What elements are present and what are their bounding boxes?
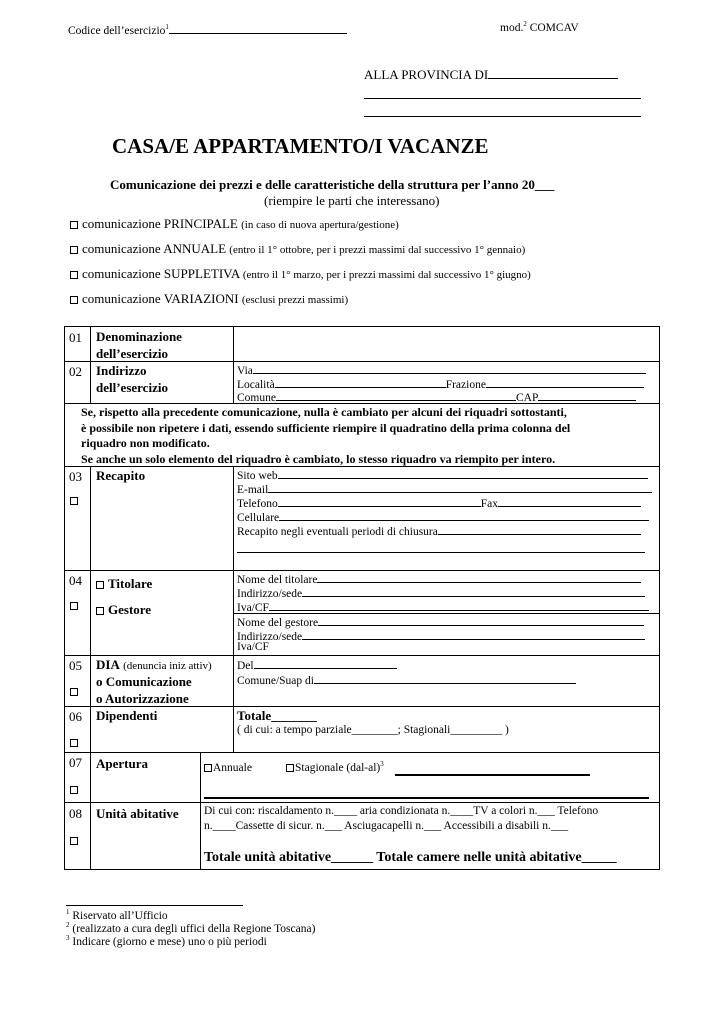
mod-code: mod.$^2$ COMCAV <box>500 20 579 34</box>
nome-gestore-field[interactable]: Nome del gestore <box>237 614 644 629</box>
option-annuale[interactable]: comunicazione ANNUALE (entro il 1° ottobre, per i prezzi massimi dal successivo 1° gennaio) <box>70 241 525 257</box>
checkbox-icon[interactable] <box>70 246 78 254</box>
checkbox-icon[interactable] <box>70 271 78 279</box>
dipendenti-dettaglio-field[interactable]: ( di cui: a tempo parziale________; Stagionali_________ ) <box>237 724 509 736</box>
provincia-label: ALLA PROVINCIA DI <box>364 67 618 83</box>
sito-web-field[interactable]: Sito web <box>237 467 648 482</box>
via-field[interactable]: Via <box>237 362 646 377</box>
row-05-number: 05 <box>69 658 82 673</box>
address-line-2[interactable] <box>364 98 641 99</box>
row-06-checkbox[interactable] <box>70 734 82 752</box>
telefono-field[interactable]: Telefono Fax <box>237 495 641 510</box>
checkbox-icon[interactable] <box>96 607 104 615</box>
codice-label: Codice dell’esercizio$^1$ <box>68 22 347 37</box>
row-01-number: 01 <box>69 330 82 345</box>
row-05-label-2: o Comunicazione <box>96 674 192 689</box>
iva-titolare-field[interactable]: Iva/CF <box>237 599 649 614</box>
row-07-label: Apertura <box>96 756 148 771</box>
indirizzo-titolare-field[interactable]: Indirizzo/sede <box>237 585 645 600</box>
iva-gestore-field: Iva/CF <box>237 641 269 653</box>
notice-text: Se, rispetto alla precedente comunicazione, nulla è cambiato per alcuni dei riquadri sottostanti, è possibile non ripetere i dati, essendo sufficiente riempire il quadratino della prima colonna del riquadro non modificato. Se anche un solo elemento del riquadro è cambiato, lo stesso riquadro va riempito per intero. <box>81 405 571 466</box>
row-03-label: Recapito <box>96 468 146 483</box>
row-07-checkbox[interactable] <box>70 781 82 799</box>
localita-field[interactable]: Località Frazione <box>237 376 644 391</box>
checkbox-icon[interactable] <box>70 602 78 610</box>
comune-field[interactable]: Comune CAP <box>237 389 636 404</box>
row-07-number: 07 <box>69 755 82 770</box>
row-08-checkbox[interactable] <box>70 832 82 850</box>
checkbox-icon[interactable] <box>70 837 78 845</box>
stagionale-option[interactable]: Stagionale $(dal-al)^3$ <box>286 762 384 774</box>
checkbox-icon[interactable] <box>96 581 104 589</box>
row-01-label: Denominazione <box>96 329 182 344</box>
recapito-chiusura-field[interactable]: Recapito negli eventuali periodi di chiusura <box>237 523 641 538</box>
footnote-2: $^2$ (realizzato a cura degli uffici della Regione Toscana) <box>66 921 316 935</box>
checkbox-icon[interactable] <box>70 688 78 696</box>
checkbox-icon[interactable] <box>70 296 78 304</box>
checkbox-icon[interactable] <box>204 764 212 772</box>
page-subtitle: Comunicazione dei prezzi e delle caratteristiche della struttura per l’anno 20___ <box>110 177 555 192</box>
subtitle-note: (riempire le parti che interessano) <box>264 193 440 208</box>
row-05-label: DIA (denuncia iniz attiv) <box>96 657 212 672</box>
row-03-checkbox[interactable] <box>70 492 82 510</box>
option-variazioni[interactable]: comunicazione VARIAZIONI (esclusi prezzi massimi) <box>70 291 348 307</box>
comune-suap-field[interactable]: Comune/Suap di <box>237 672 576 687</box>
checkbox-icon[interactable] <box>70 786 78 794</box>
checkbox-icon[interactable] <box>70 739 78 747</box>
stagionale-line[interactable] <box>395 774 590 776</box>
row-02-number: 02 <box>69 364 82 379</box>
recapito-line-2[interactable] <box>237 552 645 553</box>
nome-titolare-field[interactable]: Nome del titolare <box>237 571 641 586</box>
row-02-label: Indirizzo <box>96 363 147 378</box>
row-08-label: Unità abitative <box>96 806 179 821</box>
unita-dettaglio-line-2[interactable]: n.____Cassette di sicur. n.___ Asciugacapelli n.___ Accessibili a disabili n.___ <box>204 820 569 832</box>
row-02-label-2: dell’esercizio <box>96 380 168 395</box>
row-05-checkbox[interactable] <box>70 683 82 701</box>
footnote-divider <box>66 905 243 906</box>
apertura-line-2[interactable] <box>204 797 649 799</box>
annuale-option[interactable]: Annuale <box>204 762 252 774</box>
footnotes <box>66 910 315 949</box>
row-04-number: 04 <box>69 573 82 588</box>
footnote-1: $^1$ Riservato all’Ufficio <box>66 908 168 922</box>
indirizzo-gestore-field[interactable]: Indirizzo/sede <box>237 628 645 643</box>
cellulare-field[interactable]: Cellulare <box>237 509 649 524</box>
row-01-label-2: dell’esercizio <box>96 346 168 361</box>
titolare-option[interactable]: Titolare <box>96 576 152 592</box>
denominazione-field[interactable] <box>236 330 656 358</box>
row-06-label: Dipendenti <box>96 708 158 723</box>
option-principale[interactable]: comunicazione PRINCIPALE (in caso di nuova apertura/gestione) <box>70 216 399 232</box>
row-05-label-3: o Autorizzazione <box>96 691 189 706</box>
totale-unita-field[interactable]: Totale unità abitative______ Totale camere nelle unità abitative_____ <box>204 850 617 865</box>
totale-dipendenti-field[interactable]: Totale_______ <box>237 708 317 723</box>
checkbox-icon[interactable] <box>286 764 294 772</box>
row-08-number: 08 <box>69 806 82 821</box>
row-04-checkbox[interactable] <box>70 597 82 615</box>
unita-dettaglio-line-1[interactable]: Di cui con: riscaldamento n.____ aria condizionata n.____TV a colori n.___ Telefono <box>204 805 599 817</box>
page-title: CASA/E APPARTAMENTO/I VACANZE <box>112 134 489 158</box>
row-03-number: 03 <box>69 469 82 484</box>
address-line-3[interactable] <box>364 116 641 117</box>
gestore-option[interactable]: Gestore <box>96 602 151 618</box>
del-field[interactable]: Del <box>237 657 397 672</box>
email-field[interactable]: E-mail <box>237 481 652 496</box>
footnote-3: $^3$ Indicare (giorno e mese) uno o più periodi <box>66 934 267 948</box>
row-06-number: 06 <box>69 709 82 724</box>
checkbox-icon[interactable] <box>70 221 78 229</box>
checkbox-icon[interactable] <box>70 497 78 505</box>
option-suppletiva[interactable]: comunicazione SUPPLETIVA (entro il 1° marzo, per i prezzi massimi dal successivo 1° giugno) <box>70 266 531 282</box>
